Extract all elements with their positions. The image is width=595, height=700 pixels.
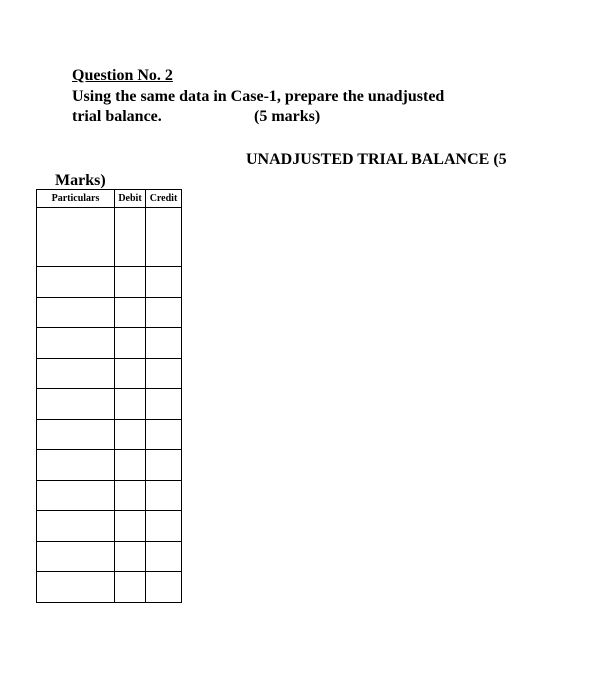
particulars-cell[interactable] (37, 450, 115, 481)
debit-cell[interactable] (115, 208, 146, 267)
credit-cell[interactable] (146, 297, 182, 328)
question-title: Question No. 2 (72, 67, 173, 84)
debit-cell[interactable] (115, 572, 146, 603)
debit-cell[interactable] (115, 389, 146, 420)
question-marks: (5 marks) (254, 108, 321, 125)
debit-cell[interactable] (115, 480, 146, 511)
credit-cell[interactable] (146, 358, 182, 389)
debit-cell[interactable] (115, 267, 146, 298)
particulars-cell[interactable] (37, 572, 115, 603)
table-row (37, 358, 182, 389)
credit-cell[interactable] (146, 541, 182, 572)
table-row (37, 480, 182, 511)
table-row (37, 541, 182, 572)
particulars-cell[interactable] (37, 358, 115, 389)
credit-cell[interactable] (146, 389, 182, 420)
credit-cell[interactable] (146, 511, 182, 542)
debit-cell[interactable] (115, 358, 146, 389)
debit-cell[interactable] (115, 419, 146, 450)
particulars-cell[interactable] (37, 328, 115, 359)
trial-balance-title: UNADJUSTED TRIAL BALANCE (5 (246, 151, 507, 168)
debit-cell[interactable] (115, 511, 146, 542)
table-row (37, 208, 182, 267)
question-text-line-1: Using the same data in Case-1, prepare the unadjusted (72, 88, 445, 105)
particulars-cell[interactable] (37, 419, 115, 450)
particulars-cell[interactable] (37, 297, 115, 328)
table-header-row (37, 190, 182, 208)
table-row (37, 297, 182, 328)
credit-cell[interactable] (146, 572, 182, 603)
particulars-cell[interactable] (37, 511, 115, 542)
table-row (37, 267, 182, 298)
credit-cell[interactable] (146, 208, 182, 267)
column-header-particulars: Particulars (37, 190, 115, 208)
credit-cell[interactable] (146, 450, 182, 481)
trial-balance-table (36, 189, 182, 603)
table-row (37, 511, 182, 542)
credit-cell[interactable] (146, 328, 182, 359)
column-header-debit: Debit (115, 190, 146, 208)
table-row (37, 450, 182, 481)
trial-balance-title-continued: Marks) (55, 172, 106, 189)
debit-cell[interactable] (115, 450, 146, 481)
particulars-cell[interactable] (37, 208, 115, 267)
column-header-credit: Credit (146, 190, 182, 208)
particulars-cell[interactable] (37, 267, 115, 298)
table-row (37, 572, 182, 603)
table-row (37, 328, 182, 359)
particulars-cell[interactable] (37, 389, 115, 420)
question-text-line-2: trial balance. (72, 108, 162, 125)
debit-cell[interactable] (115, 328, 146, 359)
credit-cell[interactable] (146, 419, 182, 450)
particulars-cell[interactable] (37, 480, 115, 511)
credit-cell[interactable] (146, 267, 182, 298)
credit-cell[interactable] (146, 480, 182, 511)
particulars-cell[interactable] (37, 541, 115, 572)
debit-cell[interactable] (115, 541, 146, 572)
table-row (37, 419, 182, 450)
table-row (37, 389, 182, 420)
debit-cell[interactable] (115, 297, 146, 328)
